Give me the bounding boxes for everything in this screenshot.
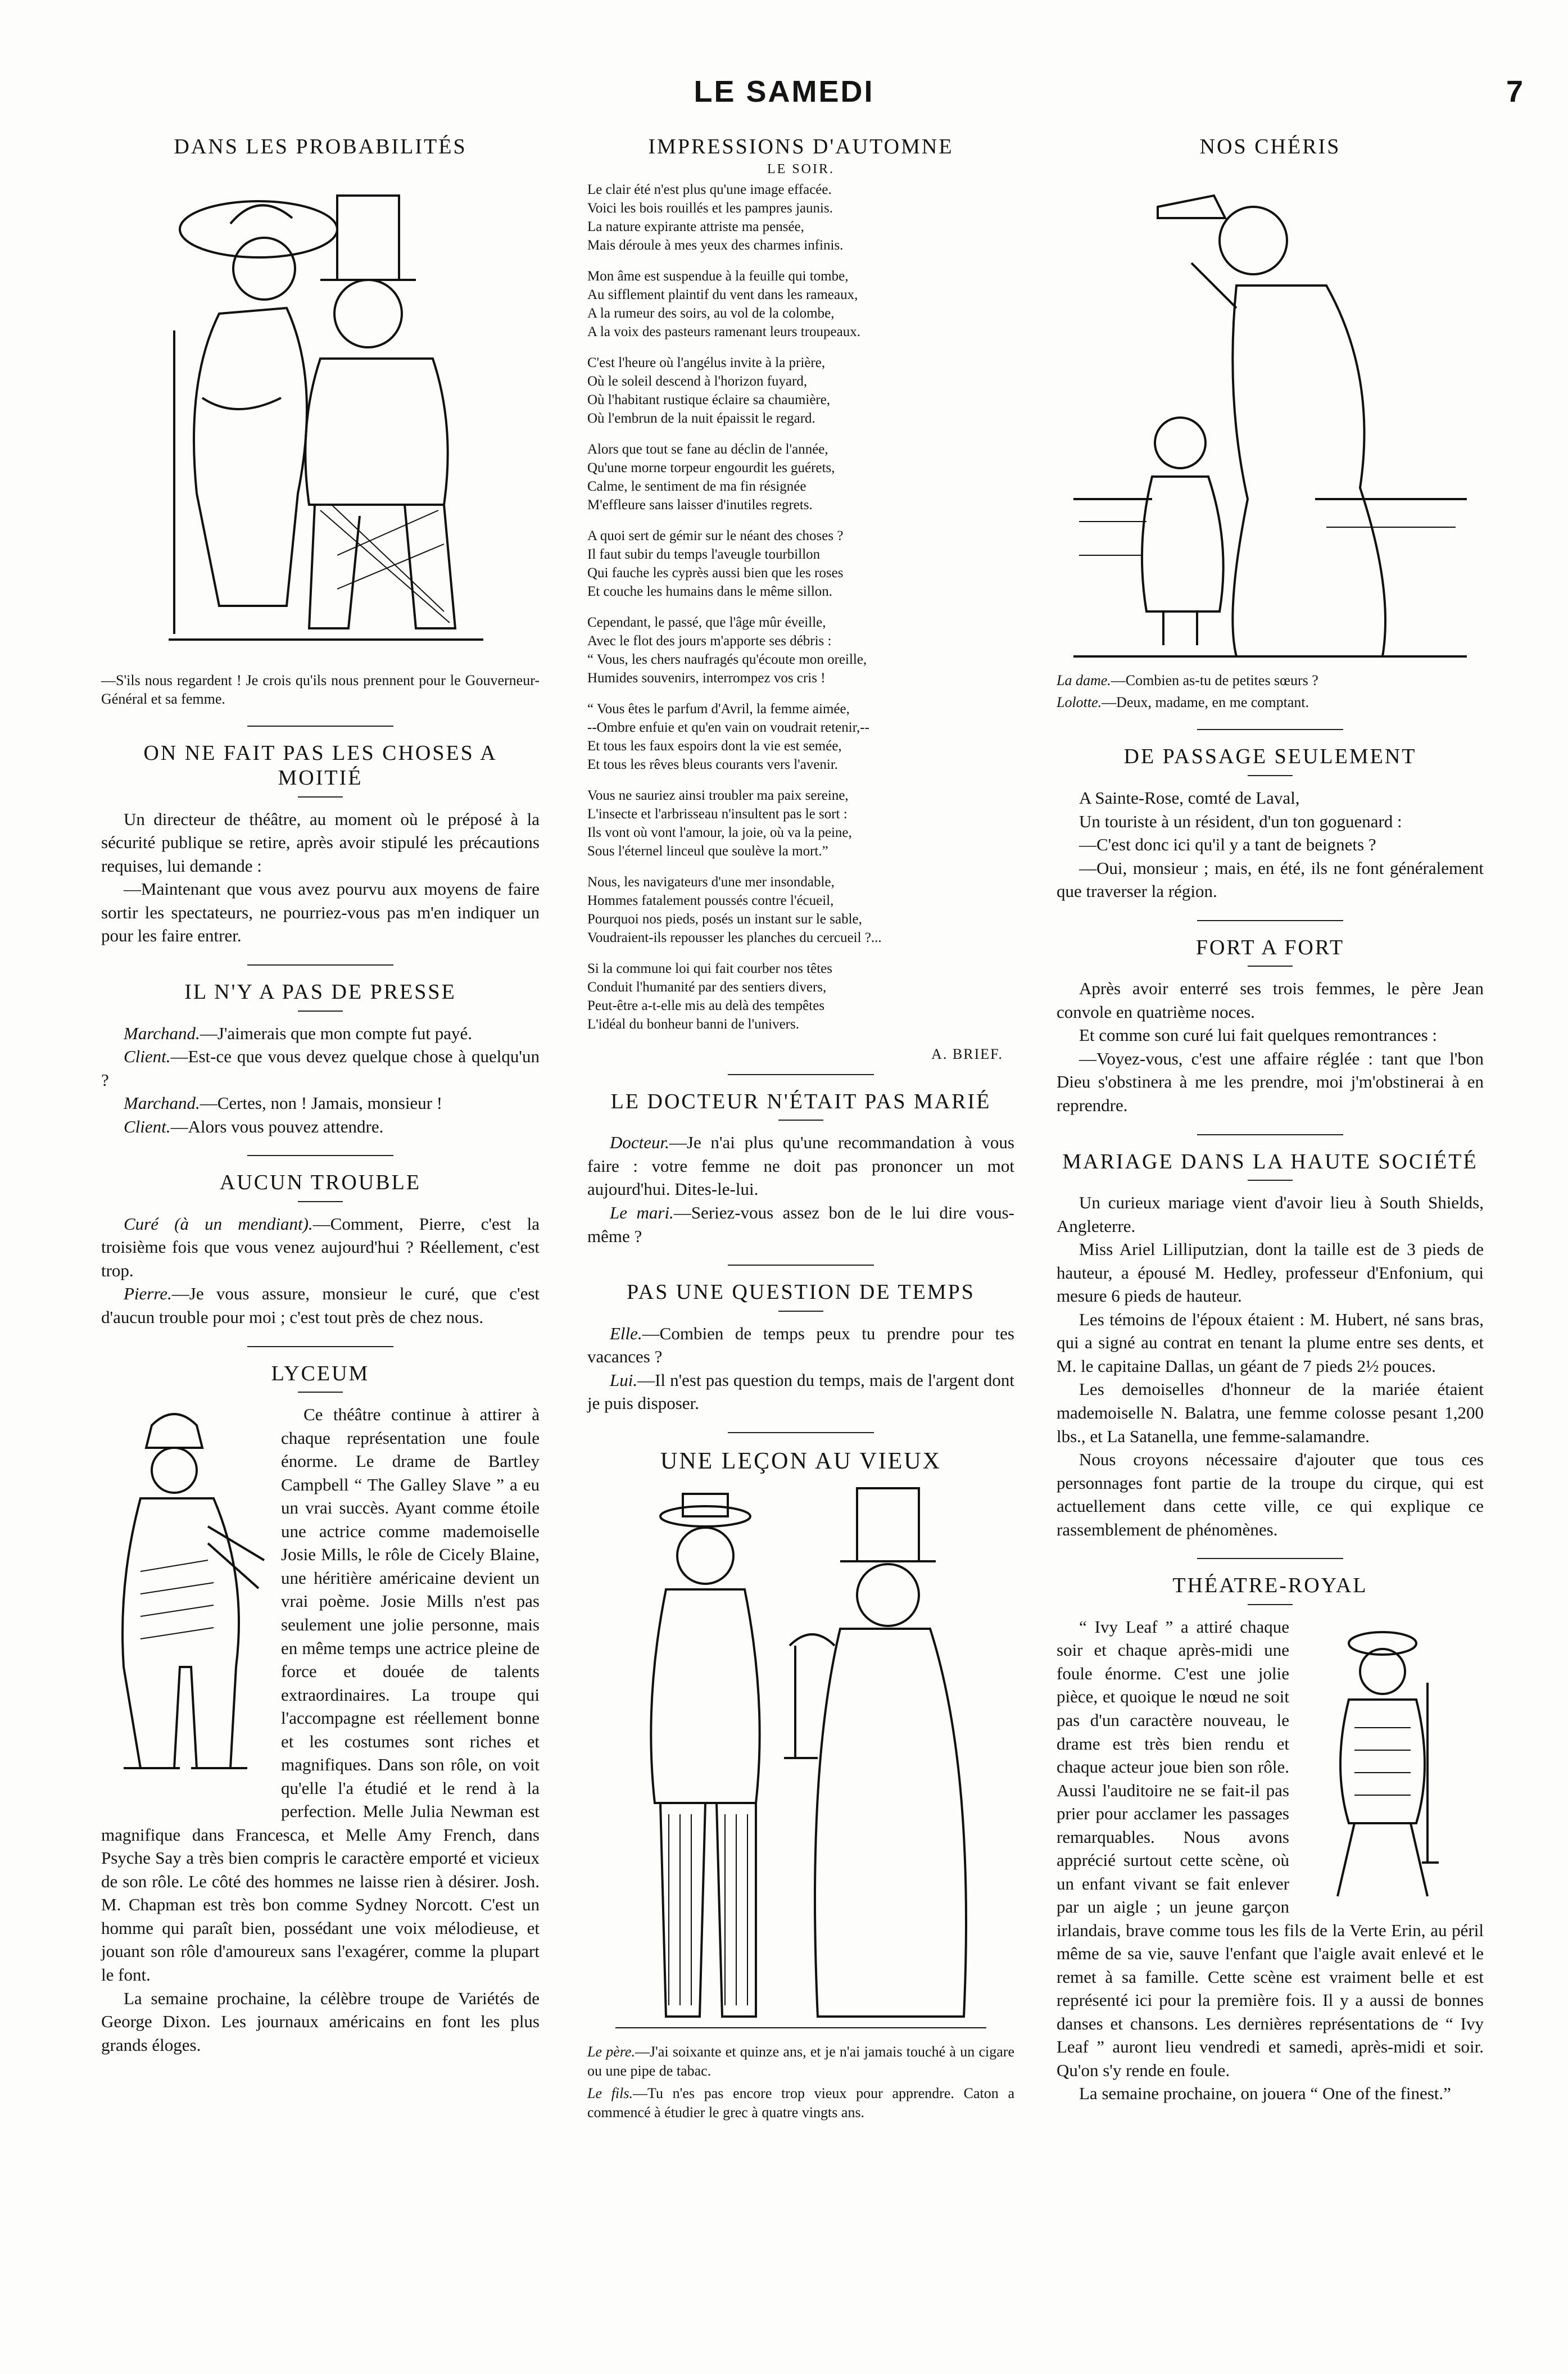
column-left	[101, 135, 540, 2056]
poem-line: Cependant, le passé, que l'âge mûr éveille,	[587, 614, 826, 630]
article-paragraph: “ Ivy Leaf ” a attiré chaque soir et chaque après-midi une foule énorme. C'est une jolie pièce, et quoique le nœud ne soit pas d'un caractère nouveau, le drame est très bien rendu et chaque acteur joue bien son rôle. Aussi l'auditoire ne se fait-il pas prier pour acclamer les passages remarquables. Nous avons apprécié surtout cette scène, où un enfant vivant se fait enlever par un aigle ; un jeune garçon irlandais, brave comme tous les fils de la Verte Erin, au péril même de sa vie, sauve l'enfant que l'aigle avait enlevé et le remet à sa famille. Cette scène est vraiment belle et est représenté ici pour la première fois. Il y a aussi de bonnes danses et chansons. Les dernières représentations de “ Ivy Leaf ” auront lieu vendredi et samedi, après-midi et soir. Qu'on s'y rende en foule.	[1057, 1616, 1484, 2080]
poem-line: Et tous les faux espoirs dont la vie est semée,	[587, 738, 842, 754]
article-title: DANS LES PROBABILITÉS	[174, 135, 467, 158]
title-rule	[778, 1311, 823, 1312]
poem-line: Et couche les humains dans le même sillon.	[587, 583, 833, 599]
article-paragraph: La semaine prochaine, on jouera “ One of the finest.”	[1079, 2083, 1451, 2104]
section-divider	[1197, 1558, 1343, 1559]
article-title: UNE LEÇON AU VIEUX	[660, 1448, 942, 1474]
article-title: MARIAGE DANS LA HAUTE SOCIÉTÉ	[1062, 1149, 1478, 1174]
poem-line: Le clair été n'est plus qu'une image effacée.	[587, 182, 832, 197]
section-divider	[728, 1432, 874, 1433]
section-divider	[247, 1155, 393, 1156]
article-paragraph: Un directeur de théâtre, au moment où le préposé à la sécurité publique se retire, après avoir stipulé les précautions requises, lui demande :	[101, 809, 540, 876]
couple-illustration	[152, 162, 489, 668]
poem-line: Calme, le sentiment de ma fin résignée	[587, 478, 806, 494]
article-paragraph: Les témoins de l'époux étaient : M. Hubert, né sans bras, qui a signé au contrat en tenant la plume entre ses dents, et M. le capitaine Dallas, un géant de 7 pieds 2½ pouces.	[1057, 1309, 1484, 1376]
section-divider	[1197, 920, 1343, 921]
newspaper-title: LE SAMEDI	[694, 75, 874, 108]
poem-stanza	[587, 354, 1014, 428]
article-paragraph: —Maintenant que vous avez pourvu aux moyens de faire sortir les spectateurs, ne pourriez-vous pas m'en indiquer un pour les faire entrer.	[101, 879, 540, 946]
dialogue-line: Marchand.—Certes, non ! Jamais, monsieur !	[124, 1093, 443, 1113]
article-paragraph: A Sainte-Rose, comté de Laval,	[1079, 787, 1300, 808]
poem-stanza	[587, 873, 1014, 947]
poem-line: Sous l'éternel linceul que soulève la mort.”	[587, 843, 828, 859]
section-divider	[728, 1265, 874, 1266]
section-divider	[247, 726, 393, 727]
poem-line: La nature expirante attriste ma pensée,	[587, 219, 804, 234]
article-title: IL N'Y A PAS DE PRESSE	[184, 980, 456, 1004]
lady-child-illustration	[1068, 162, 1472, 668]
poem-line: L'insecte et l'arbrisseau n'insultent pas le sort :	[587, 806, 848, 822]
poem-line: --Ombre enfuie et qu'en vain on voudrait retenir,--	[587, 719, 869, 735]
dialogue-line: Curé (à un mendiant).—Comment, Pierre, c'est la troisième fois que vous venez aujourd'hui ? Réellement, c'est trop.	[101, 1213, 540, 1280]
article-paragraph: —Voyez-vous, c'est une affaire réglée : tant que l'bon Dieu s'obstinera à me les prendre, moi j'm'obstinerai à en reprendre.	[1057, 1048, 1484, 1115]
dialogue-line: Pierre.—Je vous assure, monsieur le curé, que c'est d'aucun trouble pour moi ; c'est tout près de chez nous.	[101, 1284, 540, 1327]
poem-line: Où l'embrun de la nuit épaissit le regard.	[587, 410, 815, 426]
dialogue-line: Marchand.—J'aimerais que mon compte fut payé.	[124, 1023, 472, 1043]
page-number: 7	[1506, 75, 1523, 108]
title-rule	[1248, 1180, 1293, 1181]
poem-subtitle: LE SOIR.	[767, 161, 835, 176]
dialogue-line: Elle.—Combien de temps peux tu prendre pour tes vacances ?	[587, 1323, 1014, 1367]
section-divider	[247, 1346, 393, 1347]
poem-line: C'est l'heure où l'angélus invite à la prière,	[587, 355, 826, 370]
article-title: THÉATRE-ROYAL	[1172, 1574, 1368, 1598]
poem-line: Peut-être a-t-elle mis au delà des tempêtes	[587, 998, 825, 1013]
poem-line: Et tous les rêves bleus courants vers l'avenir.	[587, 756, 839, 772]
poem-line: Vous ne sauriez ainsi troubler ma paix sereine,	[587, 787, 849, 803]
poem-line: Mais déroule à mes yeux des charmes infinis.	[587, 237, 844, 253]
poem-line: Mon âme est suspendue à la feuille qui tombe,	[587, 268, 849, 284]
article-paragraph: Après avoir enterré ses trois femmes, le père Jean convole en quatrième noces.	[1057, 978, 1484, 1022]
poem-title: IMPRESSIONS D'AUTOMNE	[648, 135, 954, 158]
article-title: NOS CHÉRIS	[1199, 135, 1341, 158]
dialogue-line: Lui.—Il n'est pas question du temps, mais de l'argent dont je puis disposer.	[587, 1370, 1014, 1413]
poem-line: “ Vous, les chers naufragés qu'écoute mon oreille,	[587, 651, 867, 667]
poem-stanza	[587, 613, 1014, 687]
poem-stanza	[587, 527, 1014, 601]
article-title: AUCUN TROUBLE	[219, 1171, 422, 1195]
illustration-caption: Lolotte.—Deux, madame, en me comptant.	[1057, 694, 1309, 711]
irish-boy-illustration	[1298, 1615, 1484, 1908]
column-middle	[587, 135, 1014, 2122]
poem-line: Voudraient-ils repousser les planches du cercueil ?...	[587, 930, 882, 945]
column-right	[1057, 135, 1484, 2105]
article-paragraph: —Oui, monsieur ; mais, en été, ils ne font généralement que traverser la région.	[1057, 858, 1484, 901]
dialogue-line: Docteur.—Je n'ai plus qu'une recommandation à vous faire : votre femme ne doit pas prononcer un mot aujourd'hui. Dites-le-lui.	[587, 1132, 1014, 1199]
poem-stanza	[587, 700, 1014, 774]
article-paragraph: Un curieux mariage vient d'avoir lieu à South Shields, Angleterre.	[1057, 1193, 1484, 1236]
poem-line: Avec le flot des jours m'apporte ses débris :	[587, 633, 832, 649]
section-divider	[1197, 1134, 1343, 1135]
title-rule	[1248, 966, 1293, 967]
poem-line: Au sifflement plaintif du vent dans les rameaux,	[587, 287, 858, 302]
poem-line: L'idéal du bonheur banni de l'univers.	[587, 1016, 799, 1032]
father-son-illustration	[604, 1477, 998, 2039]
article-paragraph: Les demoiselles d'honneur de la mariée étaient mademoiselle N. Balatra, une femme colosse pesant 1,200 lbs., et La Satanella, une femme-salamandre.	[1057, 1379, 1484, 1446]
section-divider	[1197, 729, 1343, 730]
article-title: PAS UNE QUESTION DE TEMPS	[627, 1280, 975, 1304]
poem-line: Alors que tout se fane au déclin de l'année,	[587, 441, 828, 457]
article-paragraph: Ce théâtre continue à attirer à chaque représentation une foule énorme. Le drame de Bartley Campbell “ The Galley Slave ” a eu un vrai succès. Ayant comme étoile une actrice comme mademoiselle Josie Mills, le rôle de Cicely Blaine, une héritière américaine devient un vrai poème. Josie Mills n'est pas seulement une jolie personne, mais en même temps une actrice pleine de force et douée de talents extraordinaires. La troupe qui l'accompagne est réellement bonne et les costumes sont riches et magnifiques. Dans son rôle, on voit qu'elle l'a étudié et le rend à la perfection. Melle Julia Newman est magnifique dans Francesca, et Melle Amy French, dans Psyche Say a très bien compris le caractère emporté et vicieux de son rôle. Le côté des hommes ne laisse rien à désirer. Josh. M. Chapman est très bon comme Sydney Norcott. C'est un homme qui paraît bien, possédant une voix mélodieuse, et jouant son rôle d'amoureux sans l'exagérer, comme la plupart le font.	[101, 1405, 540, 1985]
article-paragraph: Nous croyons nécessaire d'ajouter que tous ces personnages font partie de la troupe du cirque, qui est actuellement dans cette ville, ce qui explique ce rassemblement de phénomènes.	[1057, 1449, 1484, 1539]
title-rule	[298, 1011, 343, 1012]
poem-line: Conduit l'humanité par des sentiers divers,	[587, 979, 827, 995]
section-divider	[247, 964, 393, 966]
article-title: ON NE FAIT PAS LES CHOSES A MOITIÉ	[143, 741, 497, 790]
poem-line: Où le soleil descend à l'horizon fuyard,	[587, 373, 808, 389]
dialogue-line: Client.—Est-ce que vous devez quelque chose à quelqu'un ?	[101, 1046, 540, 1090]
poem-line: Il faut subir du temps l'aveugle tourbillon	[587, 546, 821, 562]
dialogue-line: Client.—Alors vous pouvez attendre.	[124, 1116, 384, 1136]
illustration-caption: —S'ils nous regardent ! Je crois qu'ils nous prennent pour le Gouverneur-Général et sa femme.	[101, 672, 540, 708]
poem-stanza	[587, 267, 1014, 341]
poem-line: A quoi sert de gémir sur le néant des choses ?	[587, 528, 844, 543]
article-paragraph: La semaine prochaine, la célèbre troupe de Variétés de George Dixon. Les journaux américains en font les plus grands éloges.	[101, 1988, 540, 2055]
title-rule	[1248, 775, 1293, 776]
poem-stanza	[587, 786, 1014, 860]
title-rule	[298, 796, 343, 798]
poem-stanza	[587, 440, 1014, 514]
article-title: DE PASSAGE SEULEMENT	[1123, 745, 1417, 769]
poem-stanza	[587, 180, 1014, 255]
poem-line: Qu'une morne torpeur engourdit les guérets,	[587, 460, 835, 475]
poem-signature: A. BRIEF.	[931, 1045, 1003, 1062]
poem-line: Hommes fatalement poussés contre l'écueil,	[587, 892, 834, 908]
title-rule	[778, 1120, 823, 1121]
article-title: LE DOCTEUR N'ÉTAIT PAS MARIÉ	[610, 1089, 991, 1113]
poem-line: Pourquoi nos pieds, posés un instant sur le sable,	[587, 911, 862, 927]
illustration-caption: La dame.—Combien as-tu de petites sœurs ?	[1057, 672, 1318, 688]
illustration-caption: Le fils.—Tu n'es pas encore trop vieux pour apprendre. Caton a commencé à étudier le grec à quatre vingts ans.	[587, 2085, 1014, 2121]
article-title: LYCEUM	[271, 1361, 370, 1385]
poem-line: Qui fauche les cyprès aussi bien que les roses	[587, 565, 844, 581]
title-rule	[1248, 1604, 1293, 1605]
article-paragraph: —C'est donc ici qu'il y a tant de beignets ?	[1079, 835, 1376, 855]
poem-line: A la rumeur des soirs, au vol de la colombe,	[587, 305, 835, 321]
poem-line: Humides souvenirs, interrompez vos cris !	[587, 670, 826, 686]
poem-line: Nous, les navigateurs d'une mer insondable,	[587, 874, 835, 890]
illustration-caption: Le père.—J'ai soixante et quinze ans, et je n'ai jamais touché à un cigare ou une pipe de tabac.	[587, 2044, 1014, 2079]
poem-line: A la voix des pasteurs ramenant leurs troupeaux.	[587, 324, 860, 339]
poem-line: Ils vont où vont l'amour, la joie, où va la peine,	[587, 824, 852, 840]
article-paragraph: Miss Ariel Lilliputzian, dont la taille est de 3 pieds de hauteur, a épousé M. Hedley, professeur d'Enfonium, qui mesure 6 pieds de hauteur.	[1057, 1239, 1484, 1306]
policeman-illustration	[101, 1403, 270, 1807]
dialogue-line: Le mari.—Seriez-vous assez bon de le lui dire vous-même ?	[587, 1202, 1014, 1246]
article-paragraph: Et comme son curé lui fait quelques remontrances :	[1079, 1025, 1438, 1045]
poem-line: Si la commune loi qui fait courber nos têtes	[587, 961, 833, 976]
poem-line: M'effleure sans laisser d'inutiles regrets.	[587, 497, 813, 513]
poem-line: Voici les bois rouillés et les pampres jaunis.	[587, 200, 833, 216]
article-paragraph: Un touriste à un résident, d'un ton goguenard :	[1079, 811, 1402, 831]
section-divider	[728, 1074, 874, 1075]
poem-line: Où l'habitant rustique éclaire sa chaumière,	[587, 392, 831, 407]
title-rule	[298, 1201, 343, 1202]
article-title: FORT A FORT	[1195, 935, 1345, 959]
poem-line: “ Vous êtes le parfum d'Avril, la femme aimée,	[587, 701, 850, 717]
poem-stanza	[587, 959, 1014, 1034]
title-rule	[298, 1392, 343, 1393]
